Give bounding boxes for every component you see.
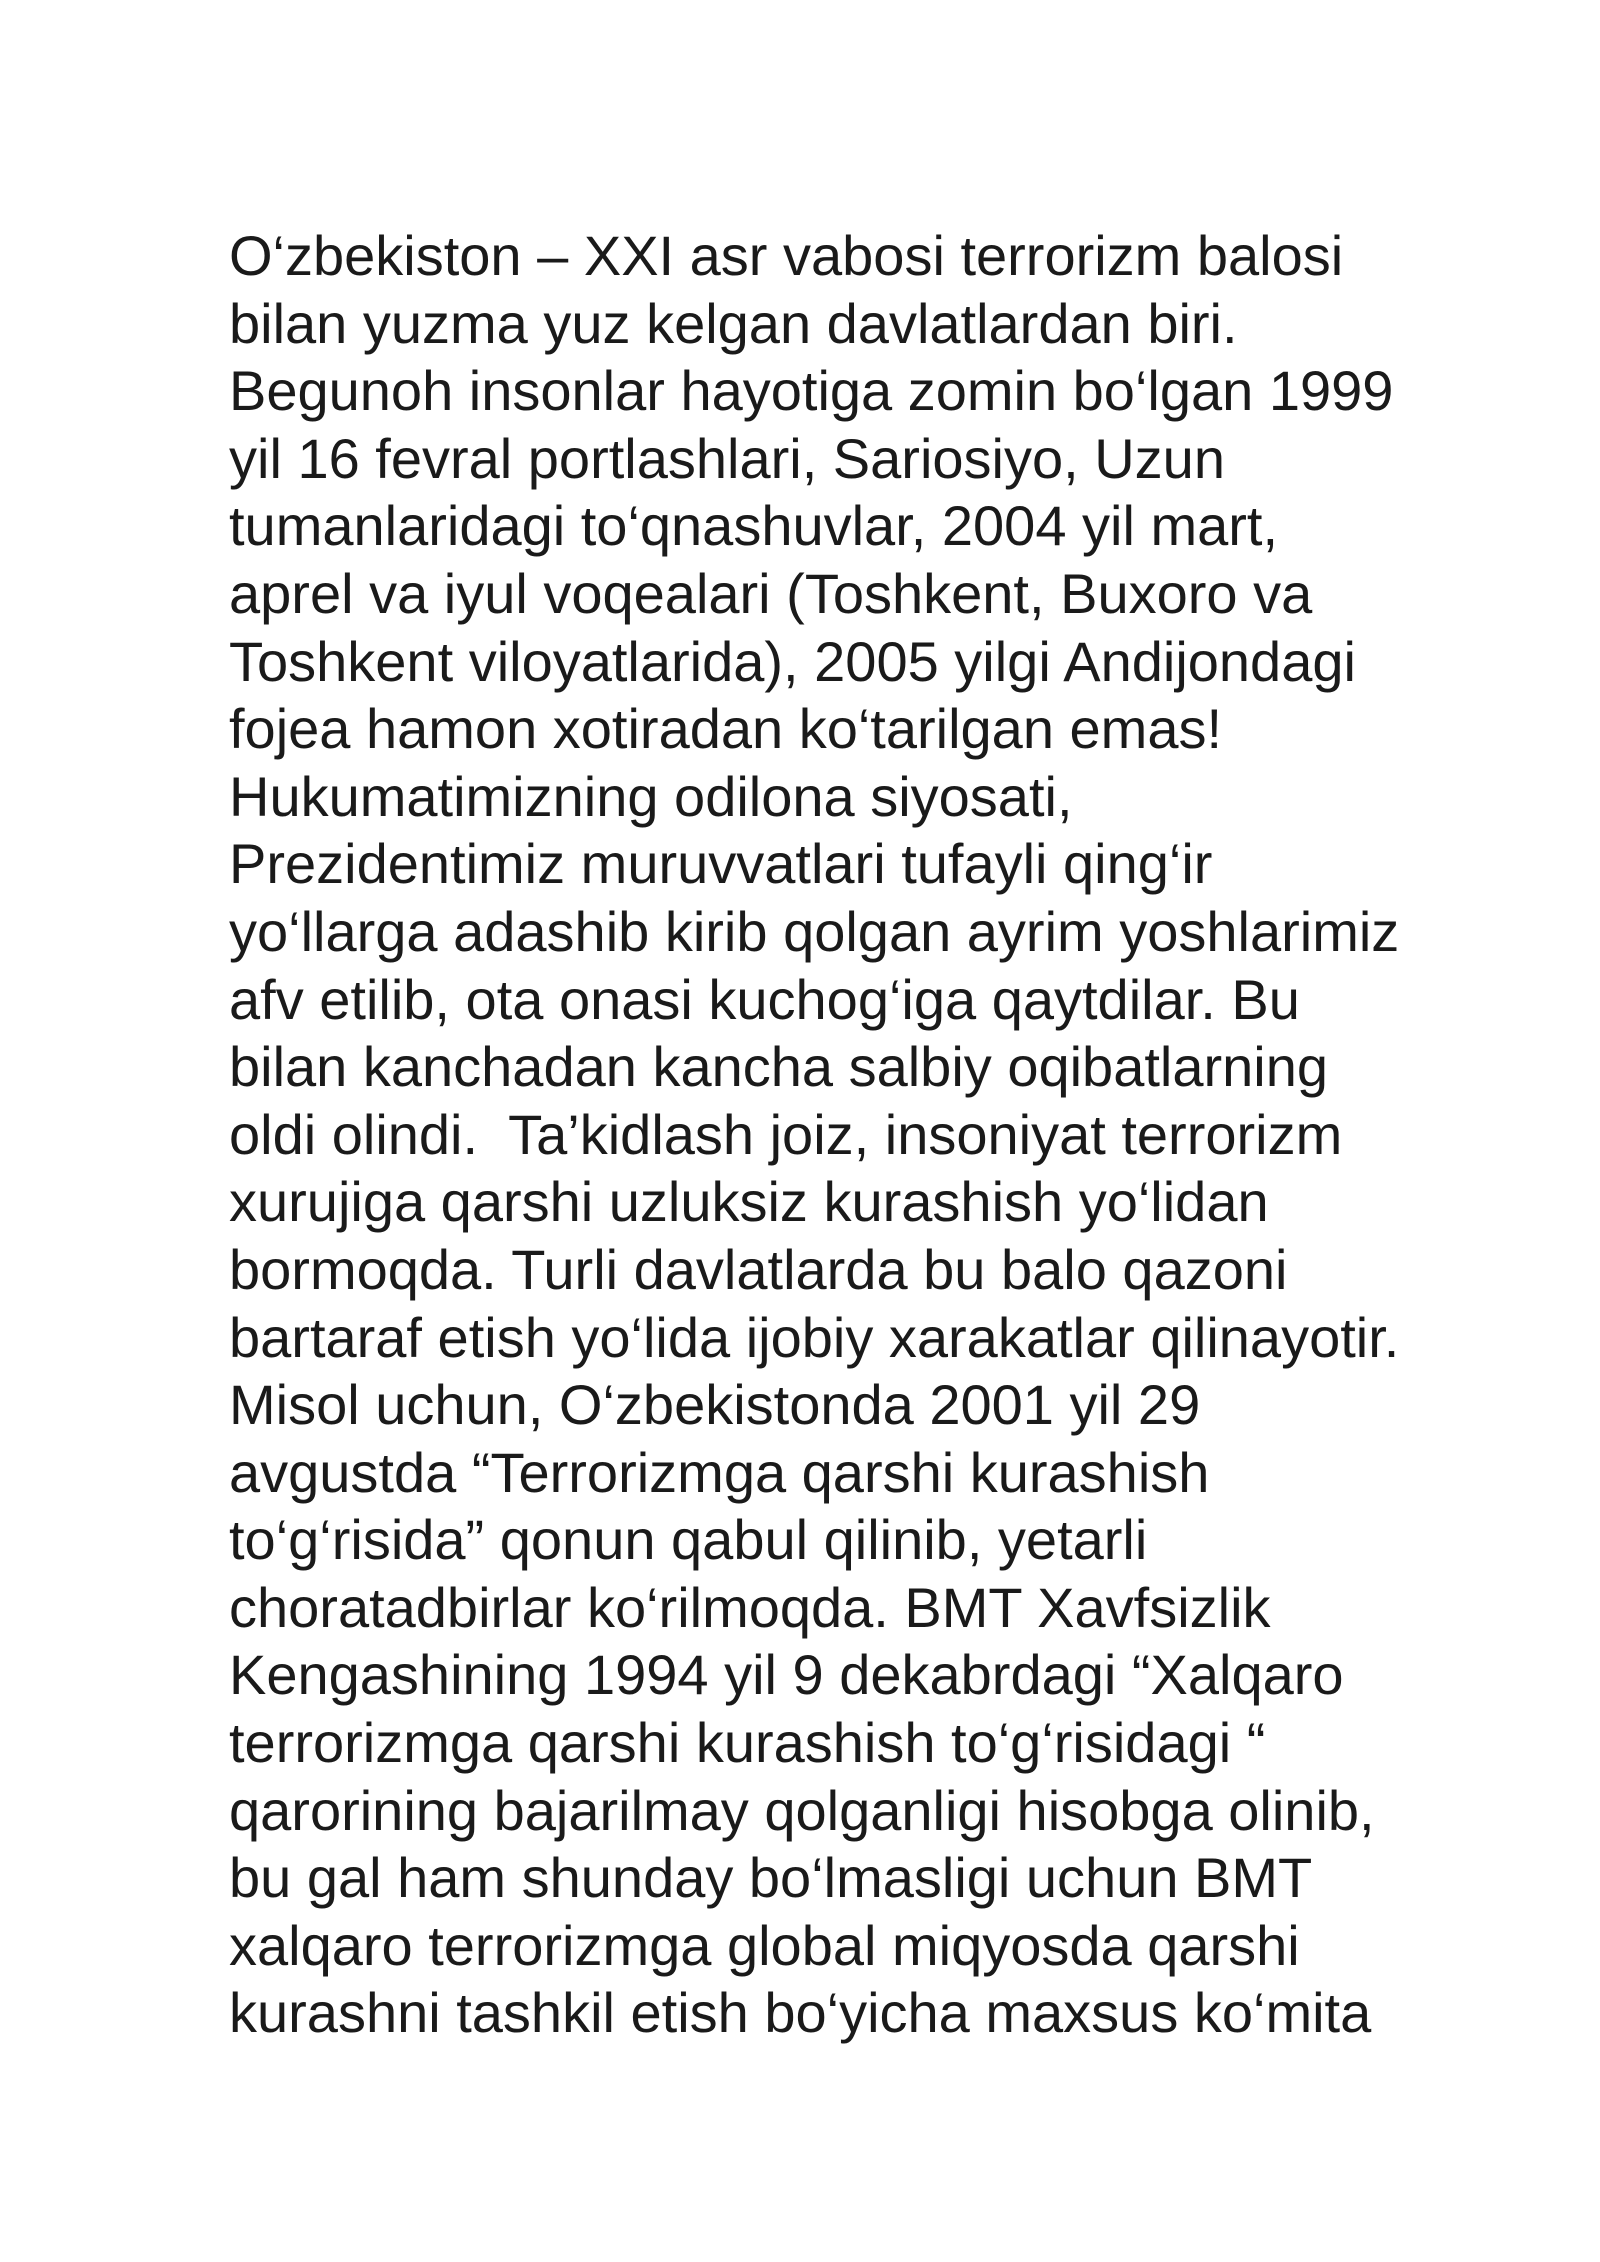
text-line: afv etilib, ota onasi kuchog‘iga qaytdilar. Bu bbox=[229, 967, 1300, 1031]
text-line: bilan yuzma yuz kelgan davlatlardan biri. bbox=[229, 291, 1238, 355]
text-line: O‘zbekiston – XXI asr vabosi terrorizm balosi bbox=[229, 224, 1344, 287]
body-text bbox=[229, 222, 1529, 2047]
text-line: xurujiga qarshi uzluksiz kurashish yo‘lidan bbox=[229, 1170, 1269, 1234]
text-line: oldi olindi. Ta’kidlash joiz, insoniyat terrorizm bbox=[229, 1102, 1343, 1166]
text-line: kurashni tashkil etish bo‘yicha maxsus ko‘mita bbox=[229, 1981, 1372, 2045]
text-line: bartaraf etish yo‘lida ijobiy xarakatlar qilinayotir. bbox=[229, 1305, 1400, 1369]
text-line: Kengashining 1994 yil 9 dekabrdagi “Xalqaro bbox=[229, 1643, 1344, 1707]
text-line: Begunoh insonlar hayotiga zomin bo‘lgan 1999 bbox=[229, 359, 1394, 423]
text-line: aprel va iyul voqealari (Toshkent, Buxoro va bbox=[229, 561, 1313, 625]
text-line: terrorizmga qarshi kurashish to‘g‘risidagi “ bbox=[229, 1711, 1266, 1775]
text-line: bormoqda. Turli davlatlarda bu balo qazoni bbox=[229, 1237, 1288, 1301]
text-line: tumanlaridagi to‘qnashuvlar, 2004 yil mart, bbox=[229, 494, 1279, 558]
text-line: Toshkent viloyatlarida), 2005 yilgi Andijondagi bbox=[229, 629, 1356, 693]
text-line: bu gal ham shunday bo‘lmasligi uchun BMT bbox=[229, 1846, 1313, 1910]
text-line: qarorining bajarilmay qolganligi hisobga olinib, bbox=[229, 1778, 1375, 1842]
text-line: choratadbirlar ko‘rilmoqda. BMT Xavfsizlik bbox=[229, 1575, 1271, 1639]
text-line: Hukumatimizning odilona siyosati, bbox=[229, 764, 1073, 828]
text-line: Prezidentimiz muruvvatlari tufayli qing‘ir bbox=[229, 832, 1213, 896]
text-line: avgustda “Terrorizmga qarshi kurashish bbox=[229, 1440, 1210, 1504]
text-line: xalqaro terrorizmga global miqyosda qarshi bbox=[229, 1913, 1300, 1977]
text-line: to‘g‘risida” qonun qabul qilinib, yetarli bbox=[229, 1508, 1148, 1572]
text-line: Misol uchun, O‘zbekistonda 2001 yil 29 bbox=[229, 1373, 1201, 1437]
text-line: yil 16 fevral portlashlari, Sariosiyo, Uzun bbox=[229, 426, 1225, 490]
text-line: bilan kanchadan kancha salbiy oqibatlarning bbox=[229, 1035, 1328, 1099]
text-line: fojea hamon xotiradan ko‘tarilgan emas! bbox=[229, 697, 1223, 761]
text-line: yo‘llarga adashib kirib qolgan ayrim yoshlarimiz bbox=[229, 899, 1400, 963]
